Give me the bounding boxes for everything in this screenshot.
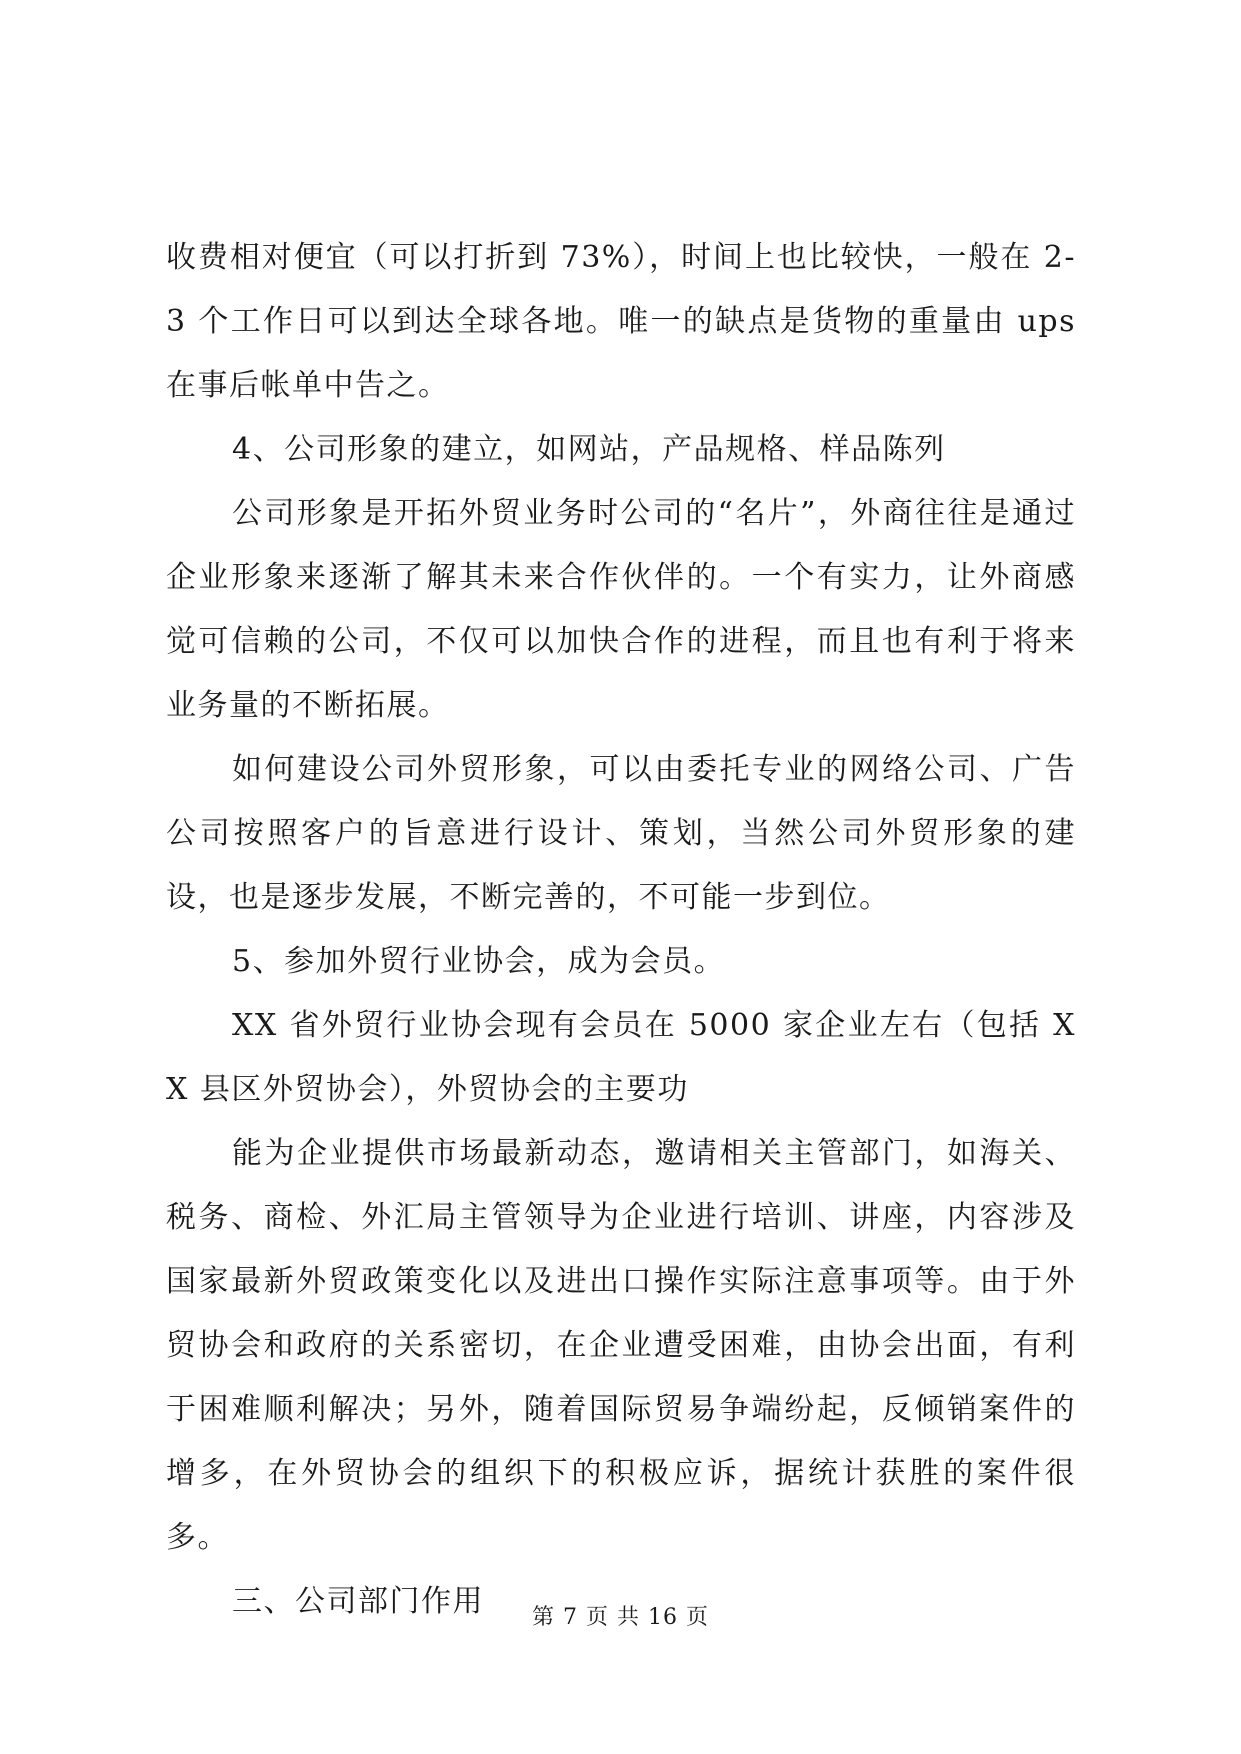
heading-trade-association: 5、参加外贸行业协会，成为会员。 (232, 944, 726, 979)
heading-company-image: 4、公司形象的建立，如网站，产品规格、样品陈列 (232, 432, 946, 467)
page-number-footer: 第 7 页 共 16 页 (532, 1605, 709, 1630)
paragraph-company-image: 公司形象是开拓外贸业务时公司的“名片”，外商往往是通过企业形象来逐渐了解其未来合作伙伴的。一个有实力，让外商感觉可信赖的公司，不仅可以加快合作的进程，而且也有利于将来业务量的不断拓展。 (166, 496, 1076, 723)
paragraph-build-image: 如何建设公司外贸形象，可以由委托专业的网络公司、广告公司按照客户的旨意进行设计、策划，当然公司外贸形象的建设，也是逐步发展，不断完善的，不可能一步到位。 (166, 752, 1076, 915)
paragraph-shipping-cost: 收费相对便宜（可以打折到 73%），时间上也比较快，一般在 2-3 个工作日可以到达全球各地。唯一的缺点是货物的重量由 ups 在事后帐单中告之。 (166, 240, 1076, 403)
paragraph-association-members: XX 省外贸行业协会现有会员在 5000 家企业左右（包括 XX 县区外贸协会），外贸协会的主要功 (166, 1008, 1076, 1107)
heading-department-roles: 三、公司部门作用 (232, 1584, 484, 1619)
paragraph-association-functions: 能为企业提供市场最新动态，邀请相关主管部门，如海关、税务、商检、外汇局主管领导为企业进行培训、讲座，内容涉及国家最新外贸政策变化以及进出口操作实际注意事项等。由于外贸协会和政府的关系密切，在企业遭受困难，由协会出面，有利于困难顺利解决；另外，随着国际贸易争端纷起，反倾销案件的增多，在外贸协会的组织下的积极应诉，据统计获胜的案件很多。 (166, 1136, 1076, 1555)
document-body (166, 226, 1076, 1634)
